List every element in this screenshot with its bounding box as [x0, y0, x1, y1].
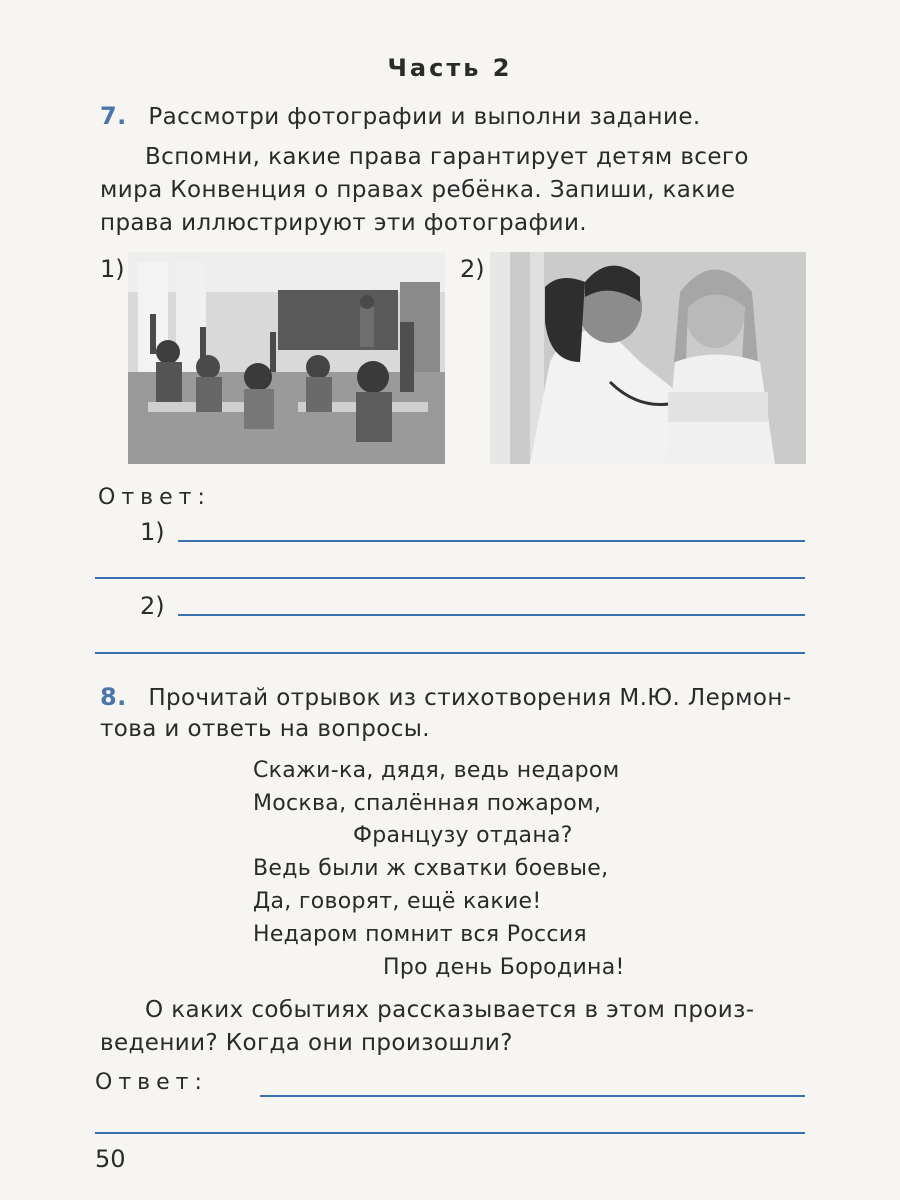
doctor-illustration	[490, 252, 806, 464]
answer-2-label: 2)	[140, 592, 165, 620]
doctor-photo	[490, 252, 806, 464]
task-8-answer-label: Ответ:	[95, 1070, 208, 1095]
task-7-answer-label: Ответ:	[98, 485, 211, 510]
photo-2-label: 2)	[460, 255, 485, 283]
answer-1-label: 1)	[140, 518, 165, 546]
task-7-number: 7.	[100, 102, 127, 130]
task-8-question-line-2: ведении? Когда они произошли?	[100, 1030, 513, 1056]
poem-line-4: Ведь были ж схватки боевые,	[253, 856, 609, 881]
task-8-answer-line-1[interactable]	[260, 1095, 805, 1097]
task-7-heading	[100, 102, 701, 130]
task-8-question-line-1: О каких событиях рассказывается в этом произ-	[145, 997, 755, 1023]
answer-1-line-1[interactable]	[178, 540, 805, 542]
poem-line-1: Скажи-ка, дядя, ведь недаром	[253, 758, 620, 783]
task-8-number: 8.	[100, 683, 127, 711]
page-number: 50	[95, 1145, 126, 1173]
answer-2-line-1[interactable]	[178, 614, 805, 616]
task-8-prompt-line-1: Прочитай отрывок из стихотворения М.Ю. Лермон-	[148, 685, 792, 711]
poem-line-7: Про день Бородина!	[383, 955, 625, 980]
task-7-instruction-line-3: права иллюстрируют эти фотографии.	[100, 210, 588, 236]
classroom-illustration	[128, 252, 445, 464]
poem-line-3: Французу отдана?	[353, 823, 573, 848]
task-8-prompt-line-2: това и ответь на вопросы.	[100, 716, 431, 742]
task-7-instruction-line-1: Вспомни, какие права гарантирует детям всего	[145, 144, 749, 170]
task-7-prompt: Рассмотри фотографии и выполни задание.	[148, 104, 701, 130]
poem-line-2: Москва, спалённая пожаром,	[253, 791, 602, 816]
answer-2-line-2[interactable]	[95, 652, 805, 654]
task-8-answer-line-2[interactable]	[95, 1132, 805, 1134]
answer-1-line-2[interactable]	[95, 577, 805, 579]
task-8-heading	[100, 683, 792, 711]
photo-1-label: 1)	[100, 255, 125, 283]
poem-line-6: Недаром помнит вся Россия	[253, 922, 587, 947]
part-title: Часть 2	[387, 54, 513, 82]
poem-line-5: Да, говорят, ещё какие!	[253, 889, 542, 914]
classroom-photo	[128, 252, 445, 464]
task-7-instruction-line-2: мира Конвенция о правах ребёнка. Запиши, какие	[100, 177, 736, 203]
